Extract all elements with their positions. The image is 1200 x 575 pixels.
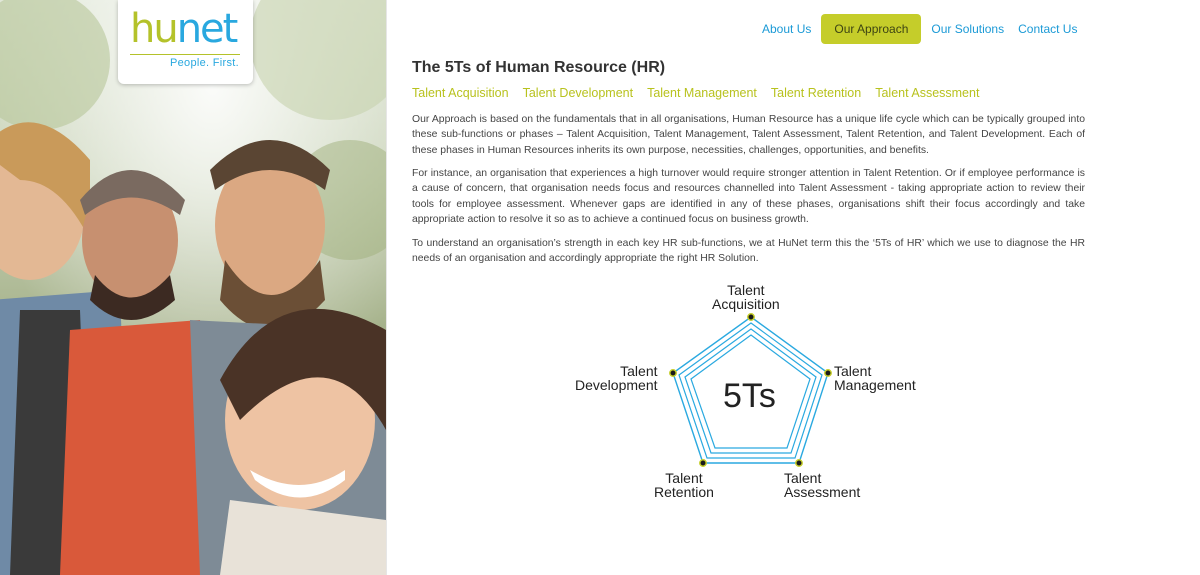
logo-tagline: People. First. xyxy=(169,57,239,69)
nav-our-solutions[interactable]: Our Solutions xyxy=(931,22,1005,36)
logo-underline xyxy=(130,54,240,55)
label-acquisition-line2: Acquisition xyxy=(712,296,780,312)
main-nav xyxy=(755,14,1084,44)
logo-wordmark-part1: hu xyxy=(130,6,177,52)
label-management-line2: Management xyxy=(834,377,916,393)
node-management xyxy=(825,370,831,376)
node-development xyxy=(670,370,676,376)
tab-talent-assessment[interactable]: Talent Assessment xyxy=(875,86,980,100)
node-acquisition xyxy=(748,314,754,320)
talent-tabs xyxy=(412,86,993,100)
tab-talent-retention[interactable]: Talent Retention xyxy=(770,86,862,100)
node-assessment xyxy=(796,460,802,466)
label-development-line2: Development xyxy=(575,377,658,393)
tab-talent-development[interactable]: Talent Development xyxy=(522,86,634,100)
page-title: The 5Ts of Human Resource (HR) xyxy=(412,59,666,76)
hunet-logo[interactable] xyxy=(118,0,253,84)
label-talent-assessment xyxy=(784,471,860,499)
node-retention xyxy=(700,460,706,466)
logo-wordmark-part2: net xyxy=(176,6,237,52)
tab-talent-management[interactable]: Talent Management xyxy=(647,86,757,100)
hero-photo-illustration xyxy=(0,0,386,575)
example-paragraph: For instance, an organisation that experiences a high turnover would require stronger attention in Talent Retention. Or if employee performance is a cause of concern, that organisation needs focus and resources channelled into Talent Assessment - taking appropriate action to review their tools for employee assessment. Whenever gaps are identified in any of these phases, organisations shift their focus accordingly and take appropriate action to resolve it so as to achieve a continued focus on business growth. xyxy=(412,168,1085,225)
intro-paragraph: Our Approach is based on the fundamentals that in all organisations, Human Resource has a unique life cycle which can be typically grouped into these sub-functions or phases – Talent Acquisition, Talent Management, Talent Assessment, Talent Retention, and Talent Development. Each of these phases in Human Resources inherits its own purpose, necessities, challenges, opportunities, and benefits. xyxy=(412,114,1085,156)
label-retention-line1: Talent xyxy=(665,470,703,486)
label-talent-development xyxy=(575,364,658,392)
label-talent-management xyxy=(834,364,916,392)
label-talent-acquisition xyxy=(712,283,780,311)
logo-wordmark xyxy=(130,6,236,52)
tab-talent-acquisition[interactable]: Talent Acquisition xyxy=(412,86,509,100)
label-assessment-line2: Assessment xyxy=(784,484,861,500)
label-management-line1: Talent xyxy=(834,363,872,379)
label-acquisition-line1: Talent xyxy=(727,282,765,298)
label-talent-retention xyxy=(654,471,714,499)
panel-divider xyxy=(386,0,387,575)
five-ts-diagram xyxy=(560,280,940,505)
hero-photo xyxy=(0,0,386,575)
summary-paragraph: To understand an organisation’s strength in each key HR sub-functions, we at HuNet term this the ‘5Ts of HR’ which we use to diagnose the HR needs of an organisation and accordingly appropriate the right HR Solution. xyxy=(412,238,1085,265)
label-assessment-line1: Talent xyxy=(784,470,822,486)
nav-about-us[interactable]: About Us xyxy=(762,22,812,36)
nav-our-approach[interactable]: Our Approach xyxy=(821,14,921,44)
diagram-center-label: 5Ts xyxy=(723,377,776,415)
label-retention-line2: Retention xyxy=(654,484,714,500)
label-development-line1: Talent xyxy=(620,363,658,379)
nav-contact-us[interactable]: Contact Us xyxy=(1018,22,1078,36)
